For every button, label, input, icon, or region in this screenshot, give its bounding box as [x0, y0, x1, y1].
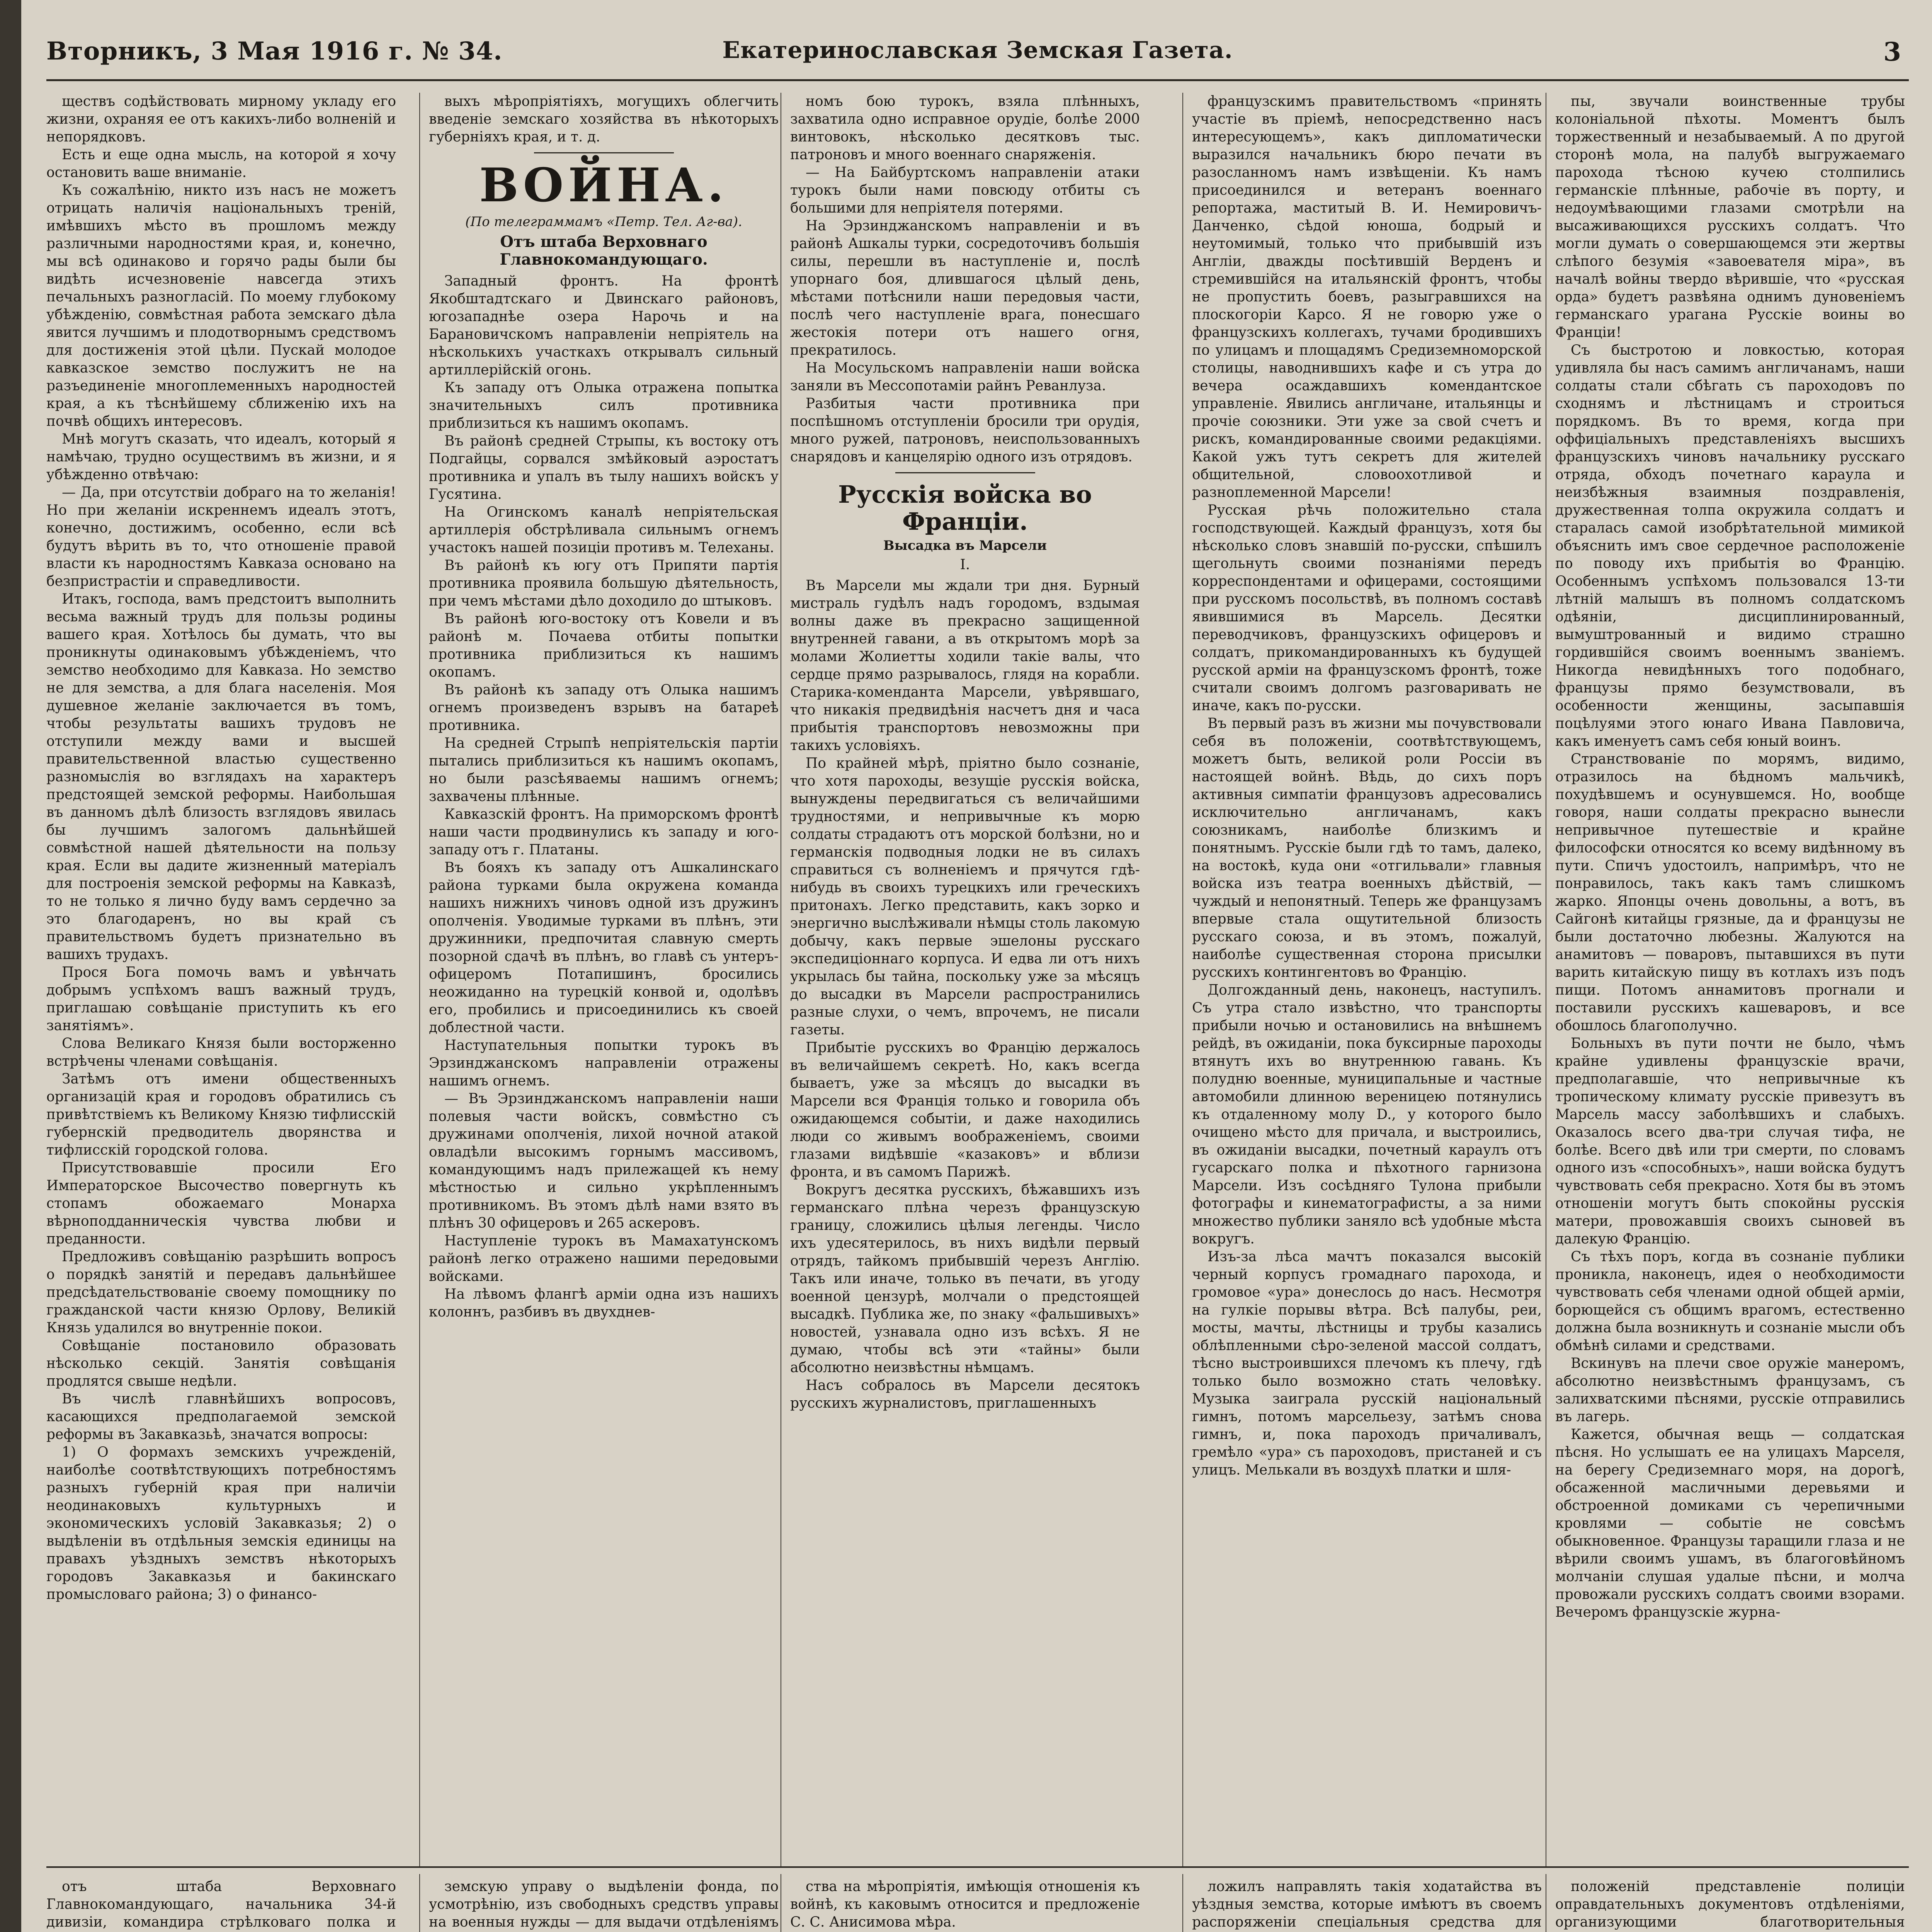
- column-4: [1192, 93, 1542, 1479]
- paragraph: земскую управу о выдѣленіи фонда, по усмотрѣнію, изъ свободныхъ средствъ управы на военныя нужды — для выдачи отдѣленіямъ: [429, 1879, 779, 1930]
- lower-column-1: [46, 1878, 396, 1932]
- column-1: [46, 93, 396, 1604]
- paragraph: Западный фронтъ. На фронтѣ Якобштадтскаго и Двинскаго районовъ, югозападнѣе озера Нарочь и на Барановичскомъ направленіи непріятель на нѣсколькихъ участкахъ открывалъ сильный артиллерійскій огонь.: [429, 273, 779, 378]
- paragraph: Въ районѣ къ югу отъ Припяти партія противника проявила большую дѣятельность, при чемъ мѣстами дѣло доходило до штыковъ.: [429, 558, 779, 609]
- newspaper-title: Екатеринославская Земская Газета.: [722, 37, 1233, 64]
- paragraph: Изъ-за лѣса мачтъ показался высокій черный корпусъ громаднаго парохода, и громовое «ура» донеслось до насъ. Несмотря на гулкіе порывы вѣтра. Всѣ палубы, реи, мосты, мачты, лѣстницы и трубы казались облѣпленными сѣро-зеленой массой солдатъ, тѣсно выстроившихся плечомъ къ плечу, гдѣ только было возможно стать человѣку. Музыка заиграла русскій національный гимнъ, потомъ марсельезу, затѣмъ снова гимнъ, и, пока пароходъ причаливалъ, гремѣло «ура» съ пароходовъ, пристаней и съ улицъ. Мелькали въ воздухѣ платки и шля-: [1192, 1249, 1542, 1478]
- page-number: 3: [1883, 37, 1901, 67]
- part-number: I.: [960, 557, 970, 573]
- paragraph: 1) О формахъ земскихъ учрежденій, наиболѣе соотвѣтствующихъ потребностямъ разныхъ губерній края при наличіи неодинаковыхъ культурныхъ и экономическихъ условій Закавказья; 2) о выдѣленіи въ отдѣльныя земскія единицы на правахъ уѣздныхъ земствъ нѣкоторыхъ городовъ Закавказья и бакинскаго промысловаго района; 3) о финансо-: [46, 1444, 396, 1602]
- column-rule: [419, 1874, 420, 1932]
- paragraph: На Мосульскомъ направленіи наши войска заняли въ Мессопотаміи райнъ Реванлуза.: [790, 360, 1140, 394]
- war-source: (По телеграммамъ «Петр. Тел. Аг-ва).: [465, 214, 742, 230]
- lower-column-4: [1192, 1878, 1542, 1932]
- paragraph: Долгожданный день, наконецъ, наступилъ. Съ утра стало извѣстно, что транспорты прибыли ночью и остановились на внѣшнемъ рейдѣ, въ ожиданіи, пока буксирные пароходы втянутъ ихъ во внутреннюю гавань. Къ полудню военные, муниципальные и частные автомобили длинною вереницею потянулись къ отдаленному молу D., у которого было очищено мѣсто для причала, и выстроились, въ ожиданіи высадки, почетный караулъ отъ гусарскаго полка и пѣхотного гарнизона Марсели. Изъ сосѣдняго Тулона прибыли фотографы и кинематографисты, а за ними множество публики заняло всѣ удобные мѣста вокругъ.: [1192, 982, 1542, 1247]
- paragraph: Итакъ, господа, вамъ предстоитъ выполнить весьма важный трудъ для пользы родины вашего края. Хотѣлось бы думать, что вы проникнуты одинаковымъ убѣжденіемъ, что земство необходимо для Кавказа. Но земство не для земства, а для блага населенія. Моя душевное желаніе заключается въ томъ, чтобы результаты вашихъ трудовъ не отступили между вами и высшей правительственной властью существенно разномыслія во взглядахъ на характеръ предстоящей земской реформы. Наибольшая въ данномъ дѣлѣ близость взглядовъ явилась бы лучшимъ залогомъ дальнѣйшей совмѣстной нашей дѣятельности на пользу края. Если вы дадите жизненный матеріалъ для построенія земской реформы на Кавказѣ, то не только я лично буду вамъ сердечно за это благодаренъ, но вы край съ правительствомъ будетъ признательно въ вашихъ трудахъ.: [46, 591, 396, 963]
- separator: [534, 152, 674, 153]
- guardianship-minutes-3: [790, 1878, 1140, 1932]
- paragraph: Присутствовавшіе просили Его Императорское Высочество повергнуть къ стопамъ обожаемаго Монарха вѣрноподданническія чувства любви и преданности.: [46, 1160, 396, 1247]
- paragraph: ществъ содѣйствовать мирному укладу его жизни, охраняя ее отъ какихъ-либо волненій и непорядковъ.: [46, 94, 396, 145]
- paragraph: пы, звучали воинственные трубы колоніальной пѣхоты. Моментъ былъ торжественный и незабываемый. А по другой сторонѣ мола, на палубѣ выгружаемаго парохода тѣсною кучею столпились германскіе плѣнные, рабочіе въ порту, и недоумѣвающими глазами смотрѣли на высаживающихся русскихъ солдатъ. Что могли думать о совершающемся эти жертвы слѣпого безумія «завоевателя міра», въ началѣ войны твердо вѣрившіе, что «русская орда» будетъ развѣяна однимъ дуновеніемъ германскаго урагана Русскіе воины во Франціи!: [1555, 94, 1905, 340]
- paragraph: Больныхъ въ пути почти не было, чѣмъ крайне удивлены французскіе врачи, предполагавшіе, что непривычные къ тропическому климату русскіе привезутъ въ Марсель массу заболѣвшихъ и слабыхъ. Оказалось всего два-три случая тифа, не болѣе. Всего двѣ или три смерти, по словамъ одного изъ «способныхъ», наши войска будутъ чувствовать себя прекрасно. Хотя бы въ этомъ отношеніи могутъ быть спокойны русскія матери, провожавшія своихъ сыновей въ далекую Францію.: [1555, 1036, 1905, 1247]
- binding-edge: [0, 0, 21, 1932]
- column-3: [790, 93, 1140, 1412]
- paragraph: На Огинскомъ каналѣ непріятельская артиллерія обстрѣливала сильнымъ огнемъ участокъ нашей позиціи противъ м. Телеханы.: [429, 504, 779, 556]
- article-continuation: выхъ мѣропріятіяхъ, могущихъ облегчить введеніе земскаго хозяйства въ нѣкоторыхъ губерніяхъ края, и т. д.: [429, 94, 779, 145]
- paragraph: Въ числѣ главнѣйшихъ вопросовъ, касающихся предполагаемой земской реформы въ Закавказьѣ, значатся вопросы:: [46, 1391, 396, 1442]
- paragraph: Насъ собралось въ Марсели десятокъ русскихъ журналистовъ, приглашенныхъ: [790, 1378, 1140, 1411]
- paragraph: ства на мѣропріятія, имѣющія отношенія къ войнѣ, къ каковымъ относится и предложеніе С. С. Анисимова мѣра.: [790, 1879, 1140, 1930]
- column-rule: [419, 93, 420, 1866]
- guardianship-minutes: [46, 1878, 396, 1932]
- page-header: [46, 37, 1909, 81]
- paragraph: Наступательныя попытки турокъ въ Эрзинджанскомъ направленіи отражены нашимъ огнемъ.: [429, 1037, 779, 1089]
- paragraph: положеній представленіе полиціи оправдательныхъ документовъ отдѣленіями, организующими благотворительныя: [1555, 1879, 1905, 1930]
- paragraph: Въ Марсели мы ждали три дня. Бурный мистраль гудѣлъ надъ городомъ, вздымая волны даже въ прекрасно защищенной внутренней гавани, а въ открытомъ морѣ за молами Жолиетты ходили такіе валы, что сердце прямо разрывалось, глядя на корабли. Старика-коменданта Марсели, увѣрявшаго, что никакія предвидѣнія насчетъ дня и часа прибытія транспортовъ невозможны при такихъ условіяхъ.: [790, 578, 1140, 753]
- column-rule: [1182, 93, 1183, 1866]
- paragraph: Прибытіе русскихъ во Францію держалось въ величайшемъ секретѣ. Но, какъ всегда бываетъ, уже за мѣсяцъ до высадки въ Марсели вся Франція только и говорила объ ожидающемся событіи, и даже находились люди со живымъ воображеніемъ, своими глазами видѣвшіе «казаковъ» и вблизи фронта, и въ самомъ Парижѣ.: [790, 1040, 1140, 1180]
- paragraph: Съ тѣхъ поръ, когда въ сознаніе публики проникла, наконецъ, идея о необходимости чувствовать себя членами одной общей арміи, борющейся съ общимъ врагомъ, естественно должна была возникнуть и сознаніе мысли объ обмѣнѣ силами и средствами.: [1555, 1249, 1905, 1354]
- paragraph: — На Байбуртскомъ направленіи атаки турокъ были нами повсюду отбиты съ большими для непріятеля потерями.: [790, 165, 1140, 216]
- separator: [895, 472, 1035, 473]
- paragraph: Кажется, обычная вещь — солдатская пѣсня. Но услышать ее на улицахъ Марселя, на берегу Средиземнаго моря, на дорогѣ, обсаженной масличными деревьями и обстроенной домиками съ черепичными кровлями — событіе не совсѣмъ обыкновенное. Французы таращили глаза и не вѣрили своимъ ушамъ, въ благоговѣйномъ молчаніи слушая удалые пѣсни, и молча провожали русскихъ солдатъ своими взорами. Вечеромъ французскіе журна-: [1555, 1427, 1905, 1620]
- paragraph: Затѣмъ отъ имени общественныхъ организацій края и городовъ обратились съ привѣтствіемъ къ Великому Князю тифлисскій губернскій предводитель дворянства и тифлисскій городской голова.: [46, 1071, 396, 1158]
- paragraph: На средней Стрыпѣ непріятельскія партіи пытались приблизиться къ нашимъ окопамъ, но были разсѣяваемы нашимъ огнемъ; захвачены плѣнные.: [429, 735, 779, 804]
- paragraph: отъ штаба Верховнаго Главнокомандующаго, начальника 34-й дивизіи, командира стрѣлковаго полка и: [46, 1879, 396, 1930]
- paragraph: Въ первый разъ въ жизни мы почувствовали себя въ положеніи, соотвѣтствующемъ, можетъ быть, великой роли Россіи въ настоящей войнѣ. Вѣдь, до сихъ поръ активныя симпатіи французовъ адресовались исключительно англичанамъ, какъ союзникамъ, наиболѣе близкимъ и понятнымъ. Русскіе были гдѣ то тамъ, далеко, на востокѣ, куда они «отгильвали» главныя войска изъ театра военныхъ дѣйствій, — чуждый и непонятный. Теперь же французамъ впервые стала ощутительной близость русскаго союза, и въ этомъ, пожалуй, наиболѣе существенная сторона присылки русскихъ контингентовъ во Францію.: [1192, 716, 1542, 980]
- paragraph: Въ районѣ къ западу отъ Олыка нашимъ огнемъ произведенъ взрывъ на батареѣ противника.: [429, 682, 779, 733]
- paragraph: Русская рѣчь положительно стала господствующей. Каждый французъ, хотя бы нѣсколько словъ знавшій по-русски, спѣшилъ щегольнуть своими познаніями передъ корреспондентами и офицерами, состоящими при русскомъ посольствѣ, въ полномъ составѣ явившимися въ Марсель. Десятки переводчиковъ, французскихъ офицеровъ и солдатъ, прикомандированныхъ къ будущей русской арміи на французскомъ фронтѣ, тоже считали своимъ долгомъ разговаривать не иначе, какъ по-русски.: [1192, 502, 1542, 714]
- caucasus-reform-article: [46, 93, 396, 1604]
- paragraph: Мнѣ могутъ сказать, что идеалъ, который я намѣчаю, трудно осуществимъ въ жизни, и я убѣжденно отвѣчаю:: [46, 431, 396, 483]
- paragraph: Есть и еще одна мысль, на которой я хочу остановить ваше вниманіе.: [46, 147, 396, 180]
- paragraph: Разбитыя части противника при поспѣшномъ отступленіи бросили три орудія, много ружей, патроновъ, неиспользованныхъ снарядовъ и канцелярію одного изъ отрядовъ.: [790, 396, 1140, 465]
- issue-date: Вторникъ, 3 Мая 1916 г. № 34.: [46, 37, 503, 66]
- paragraph: Съ быстротою и ловкостью, которая удивляла бы насъ самимъ англичанамъ, наши солдаты стали сбѣгать съ пароходовъ по сходнямъ и лѣстницамъ и строиться порядкомъ. Въ то время, когда при оффиціальныхъ представленіяхъ высшихъ французскихъ чиновъ начальнику русскаго отряда, обходъ почетнаго караула и неизбѣжныя взаимныя поздравленія, дружественная толпа окружила солдатъ и старалась самой изобрѣтательной мимикой объяснить имъ свое сердечное расположеніе по поводу ихъ прибытія во Францію. Особеннымъ успѣхомъ пользовался 13-ти лѣтній малышъ въ полномъ солдатскомъ одѣяніи, дисциплинированный, вымуштрованный и видимо страшно гордившійся своимъ военнымъ званіемъ. Никогда невидѣнныхъ того подобнаго, французы прямо безумствовали, въ особенности женщины, засыпавшія поцѣлуями этого юнаго Ивана Павловича, какъ именуетъ самъ себя юный воинъ.: [1555, 342, 1905, 749]
- lower-column-5: [1555, 1878, 1905, 1932]
- paragraph: — Въ Эрзинджанскомъ направленіи наши полевыя части войскъ, совмѣстно съ дружинами ополченія, лихой ночной атакой овладѣли высокимъ горнымъ массивомъ, командующимъ надъ прилежащей къ нему мѣстностью и сильно укрѣпленнымъ противникомъ. Въ этомъ дѣлѣ нами взято въ плѣнъ 30 офицеровъ и 265 аскеровъ.: [429, 1091, 779, 1231]
- war-reports-continued: [790, 93, 1140, 466]
- paragraph: Въ районѣ средней Стрыпы, къ востоку отъ Подгайцы, сорвался змѣйковый аэростатъ противника и упалъ въ тылу нашихъ войскъ у Гусятина.: [429, 433, 779, 502]
- column-rule: [1182, 1874, 1183, 1932]
- paragraph: номъ бою турокъ, взяла плѣнныхъ, захватила одно исправное орудіе, болѣе 2000 винтовокъ, нѣсколько десятковъ тыс. патроновъ и много военнаго снаряженія.: [790, 94, 1140, 163]
- paragraph: Къ сожалѣнію, никто изъ насъ не можетъ отрицать наличія національныхъ треній, имѣвшихъ мѣсто въ прошломъ между различными народностями края, и, конечно, мы всѣ одинаково и горячо рады были бы видѣть исчезновеніе навсегда этихъ печальныхъ разногласій. По моему глубокому убѣжденію, совмѣстная работа земскаго дѣла явится лучшимъ и плодотворнымъ средствомъ для достиженія этой цѣли. Пускай молодое кавказское земство послужитъ не на разъединеніе многоплеменныхъ народностей края, а къ тѣснѣйшему сближенію ихъ на почвѣ общихъ интересовъ.: [46, 182, 396, 429]
- lower-column-2: [429, 1878, 779, 1932]
- lower-column-3: [790, 1878, 1140, 1932]
- russian-troops-article-continued: [1192, 93, 1542, 1479]
- russian-troops-subheading: Высадка въ Марсели: [883, 538, 1047, 553]
- guardianship-minutes-2: [429, 1878, 779, 1932]
- war-heading: ВОЙНА.: [479, 158, 728, 213]
- paragraph: На Эрзинджанскомъ направленіи и въ районѣ Ашкалы турки, сосредоточивъ большія силы, перешли въ наступленіе и, послѣ упорнаго боя, длившагося цѣлый день, мѣстами потѣснили наши передовыя части, послѣ чего наступленіе врага, понесшаго жестокія потери отъ нашего огня, прекратилось.: [790, 218, 1140, 358]
- guardianship-minutes-5: [1555, 1878, 1905, 1932]
- russian-troops-article-end: [1555, 93, 1905, 1621]
- column-2: [429, 93, 779, 1321]
- paragraph: На лѣвомъ флангѣ арміи одна изъ нашихъ колоннъ, разбивъ въ двухднев-: [429, 1286, 779, 1320]
- russian-troops-article: [790, 577, 1140, 1412]
- paragraph: Прося Бога помочь вамъ и увѣнчать добрымъ успѣхомъ вашъ важный трудъ, приглашаю совѣщаніе приступить къ его занятіямъ».: [46, 964, 396, 1034]
- column-5: [1555, 93, 1905, 1621]
- paragraph: Предложивъ совѣщанію разрѣшить вопросъ о порядкѣ занятій и передавъ дальнѣйшее предсѣдательствованіе своему помощнику по гражданской части князю Орлову, Великій Князь удалился во внутренніе покои.: [46, 1249, 396, 1336]
- war-staff-subheading: Отъ штаба Верховнаго Главнокомандующаго.: [500, 233, 708, 269]
- guardianship-minutes-4: [1192, 1878, 1542, 1932]
- paragraph: Въ бояхъ къ западу отъ Ашкалинскаго района турками была окружена команда нашихъ нижнихъ чиновъ одной изъ дружинъ ополченія. Уводимые турками въ плѣнъ, эти дружинники, предпочитая славную смерть позорной сдачѣ въ плѣнъ, во главѣ съ унтеръ-офицеромъ Потапишинъ, бросились неожиданно на турецкій конвой и, одолѣвъ его, пробились и присоединились къ своей доблестной части.: [429, 860, 779, 1036]
- paragraph: Странствованіе по морямъ, видимо, отразилось на бѣдномъ мальчикѣ, похудѣвшемъ и осунувшемся. Но, вообще говоря, наши солдаты прекрасно вынесли непривычное путешествіе и крайне философски относятся ко всему видѣнному въ пути. Спичъ удостоилъ, напримѣръ, что не понравилось, такъ какъ тамъ слишкомъ жарко. Японцы очень довольны, а вотъ, въ Сайгонѣ китайцы грязные, да и французы не были достаточно любезны. Жалуются на анамитовъ — поваровъ, пытавшихся въ пути варить китайскую пищу въ котлахъ изъ подъ пищи. Потомъ аннамитовъ прогнали и поставили русскихъ кашеваровъ, и все обошлось благополучно.: [1555, 751, 1905, 1034]
- paragraph: Въ районѣ юго-востоку отъ Ковели и въ районѣ м. Почаева отбиты попытки противника приблизиться къ нашимъ окопамъ.: [429, 611, 779, 680]
- paragraph: — Да, при отсутствіи добраго на то желанія! Но при желаніи искреннемъ идеалъ этотъ, конечно, достижимъ, особенно, если всѣ будутъ вѣрить въ то, что отношеніе правой власти къ народностямъ Кавказа основано на безпристрастіи и справедливости.: [46, 485, 396, 589]
- paragraph: Наступленіе турокъ въ Мамахатунскомъ районѣ легко отражено нашими передовыми войсками.: [429, 1233, 779, 1284]
- paragraph: Вскинувъ на плечи свое оружіе манеромъ, абсолютно неизвѣстнымъ французамъ, съ залихватскими пѣснями, русскіе отправились въ лагерь.: [1555, 1355, 1905, 1425]
- paragraph: ложилъ направлять такія ходатайства въ уѣздныя земства, которые имѣютъ въ своемъ распоряженіи спеціальныя средства для: [1192, 1879, 1542, 1930]
- paragraph: Кавказскій фронтъ. На приморскомъ фронтѣ наши части продвинулись къ западу и юго-западу отъ г. Платаны.: [429, 806, 779, 858]
- paragraph: Слова Великаго Князя были восторженно встрѣчены членами совѣщанія.: [46, 1036, 396, 1069]
- war-reports: [429, 272, 779, 1321]
- section-divider: [46, 1866, 1909, 1868]
- paragraph: Вокругъ десятка русскихъ, бѣжавшихъ изъ германскаго плѣна черезъ французскую границу, сложились цѣлыя легенды. Число ихъ удесятерилось, въ нихъ видѣли первый отрядъ, тайкомъ прибывшій черезъ Англію. Такъ или иначе, только въ печати, въ угоду военной цензурѣ, молчали о предстоящей высадкѣ. Публика же, по знаку «фальшивыхъ» новостей, узнавала одно изъ всѣхъ. Я не думаю, чтобы всѣ эти «тайны» были абсолютно неизвѣстны нѣмцамъ.: [790, 1182, 1140, 1376]
- paragraph: Къ западу отъ Олыка отражена попытка значительныхъ силъ противника приблизиться къ нашимъ окопамъ.: [429, 380, 779, 431]
- paragraph: По крайней мѣрѣ, пріятно было сознаніе, что хотя пароходы, везущіе русскія войска, вынуждены передвигаться съ величайшими трудностями, и непривычные къ морю солдаты страдаютъ отъ морской болѣзни, но и германскія подводныя лодки не въ силахъ справиться съ волненіемъ и прячутся гдѣ-нибудь въ своихъ турецкихъ или греческихъ притонахъ. Легко представить, какъ зорко и энергично выслѣживали нѣмцы столь лакомую добычу, какъ первые эшелоны русскаго экспедиціоннаго корпуса. И едва ли отъ нихъ укрылась бы тайна, поскольку уже за мѣсяцъ до высадки въ Марсели распространились разные слухи, о чемъ, впрочемъ, не писали газеты.: [790, 755, 1140, 1038]
- russian-troops-heading: Русскія войска во Франціи.: [838, 480, 1092, 536]
- paragraph: французскимъ правительствомъ «принять участіе въ пріемѣ, непосредственно насъ интересующемъ», какъ дипломатически выразился начальникъ бюро печати въ разосланномъ намъ извѣщеніи. Къ намъ присоединился и ветеранъ военнаго репортажа, маститый В. И. Немировичъ-Данченко, сѣдой юноша, бодрый и неутомимый, только что прибывшій изъ Англіи, дважды посѣтившій Верденъ и стремившійся на итальянскій фронтъ, чтобы не пропустить боевъ, разыгравшихся на плоскогоріи Карсо. Я не говорю уже о французскихъ коллегахъ, тучами бродившихъ по улицамъ и площадямъ Средиземноморской столицы, наводнившихъ кафе и съ утра до вечера осаждавшихъ комендантское управленіе. Явились англичане, итальянцы и прочіе союзники. Эти уже за свой счетъ и рискъ, командированные своими редакціями. Какой ужъ тутъ секретъ для жителей общительной, словоохотливой и разноплеменной Марсели!: [1192, 94, 1542, 500]
- paragraph: Совѣщаніе постановило образовать нѣсколько секцій. Занятія совѣщанія продлятся свыше недѣли.: [46, 1338, 396, 1389]
